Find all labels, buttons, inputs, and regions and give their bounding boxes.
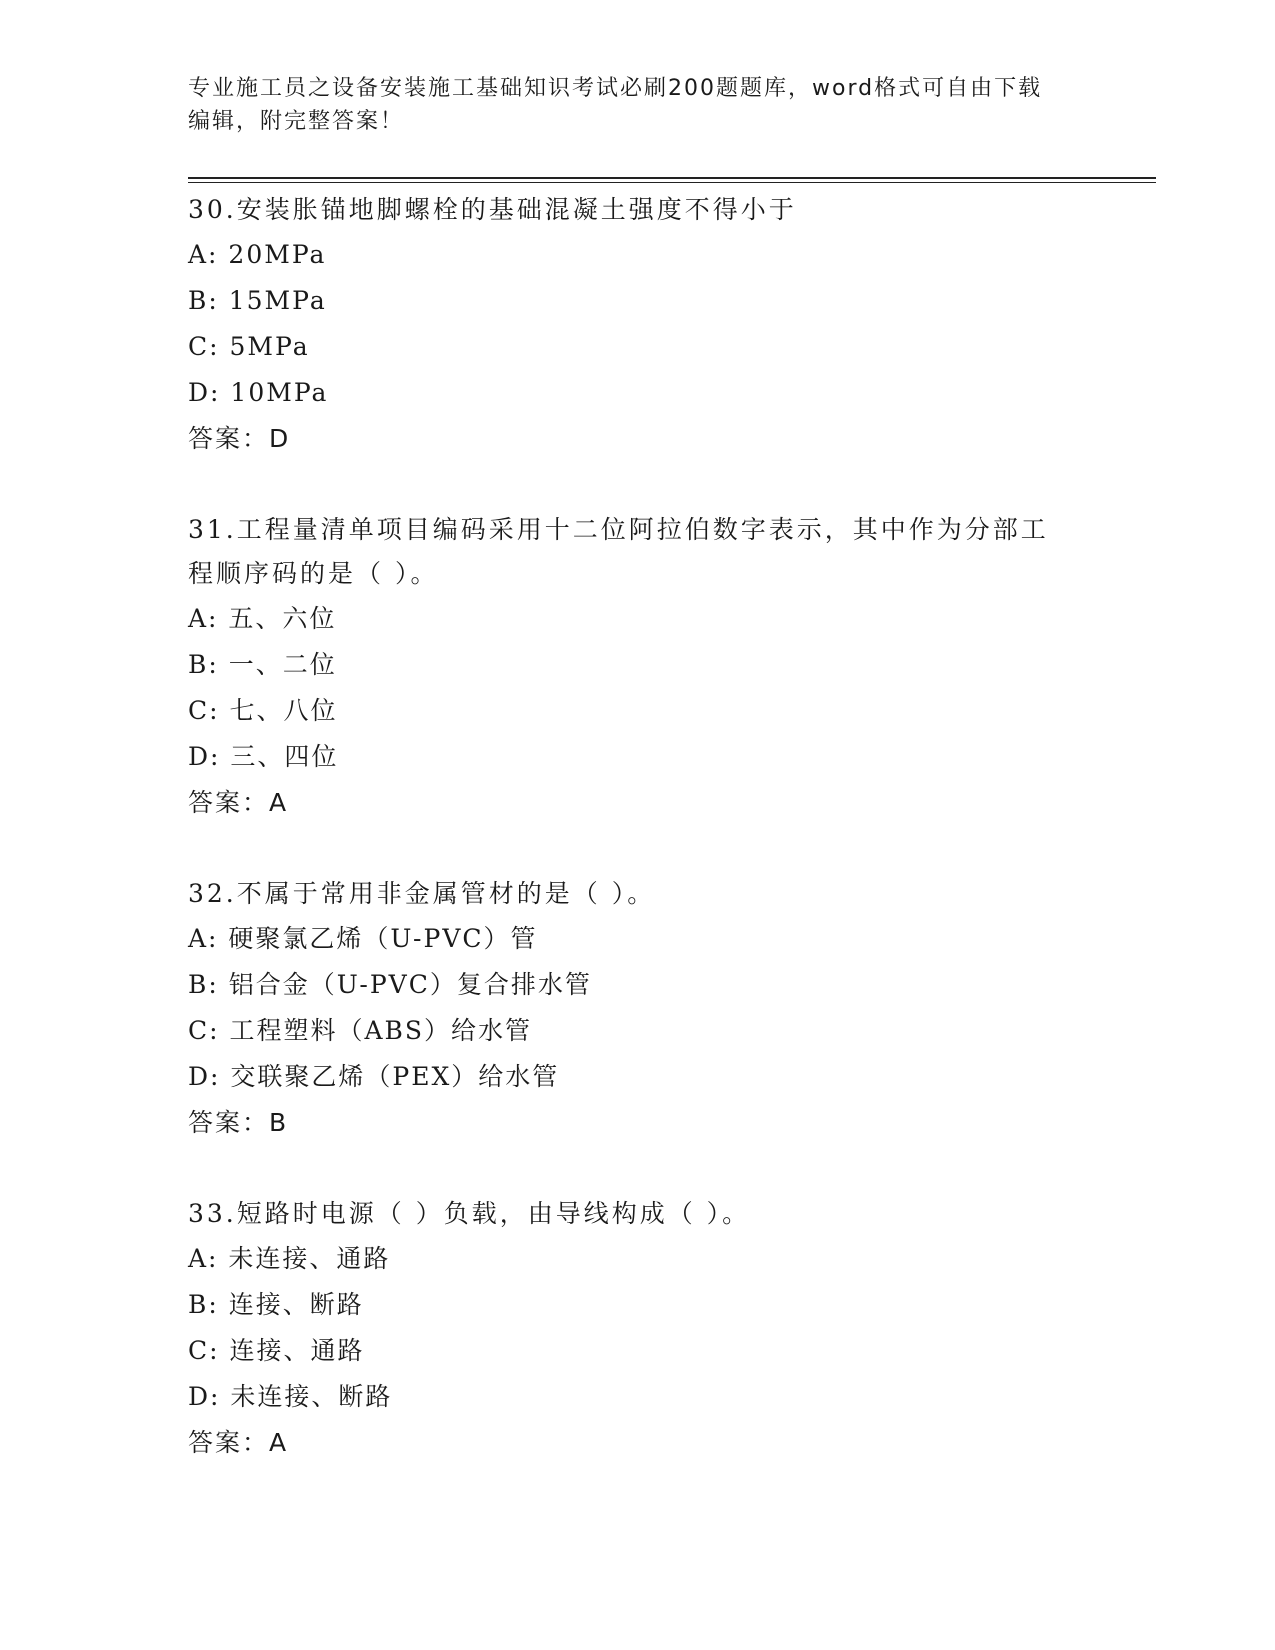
question-gap [188,462,1088,508]
document-header [188,72,1088,138]
option-b: B: 一、二位 [188,650,337,679]
question-30 [188,188,1088,462]
question-stem: 32.不属于常用非金属管材的是（ ）。 [188,879,656,908]
option-a: A: 未连接、通路 [188,1244,391,1273]
option-b: B: 15MPa [188,286,327,315]
answer: 答案：D [188,424,291,453]
answer: 答案：A [188,1428,289,1457]
answer: 答案：B [188,1108,289,1137]
header-divider-thick [188,177,1156,179]
option-b: B: 铝合金（U-PVC）复合排水管 [188,970,592,999]
option-d: D: 三、四位 [188,742,339,771]
question-stem: 31.工程量清单项目编码采用十二位阿拉伯数字表示，其中作为分部工 [188,515,1049,544]
option-c: C: 工程塑料（ABS）给水管 [188,1016,533,1045]
option-a: A: 五、六位 [188,604,337,633]
question-gap [188,1146,1088,1192]
question-33 [188,1192,1088,1466]
question-stem-continued: 程顺序码的是（ ）。 [188,559,439,588]
question-32 [188,872,1088,1146]
answer: 答案：A [188,788,289,817]
option-a: A: 20MPa [188,240,327,269]
question-stem: 30.安装胀锚地脚螺栓的基础混凝土强度不得小于 [188,195,797,224]
option-a: A: 硬聚氯乙烯（U-PVC）管 [188,924,538,953]
option-d: D: 交联聚乙烯（PEX）给水管 [188,1062,560,1091]
option-d: D: 10MPa [188,378,329,407]
question-31 [188,508,1088,826]
option-c: C: 连接、通路 [188,1336,365,1365]
option-c: C: 5MPa [188,332,310,361]
question-list [188,188,1088,1466]
option-b: B: 连接、断路 [188,1290,364,1319]
question-gap [188,826,1088,872]
header-line-1: 专业施工员之设备安装施工基础知识考试必刷200题题库，word格式可自由下载 [188,76,1043,101]
header-line-2: 编辑，附完整答案！ [188,109,405,134]
option-c: C: 七、八位 [188,696,338,725]
header-divider-thin [188,182,1156,183]
option-d: D: 未连接、断路 [188,1382,393,1411]
question-stem: 33.短路时电源（ ）负载，由导线构成（ ）。 [188,1199,751,1228]
